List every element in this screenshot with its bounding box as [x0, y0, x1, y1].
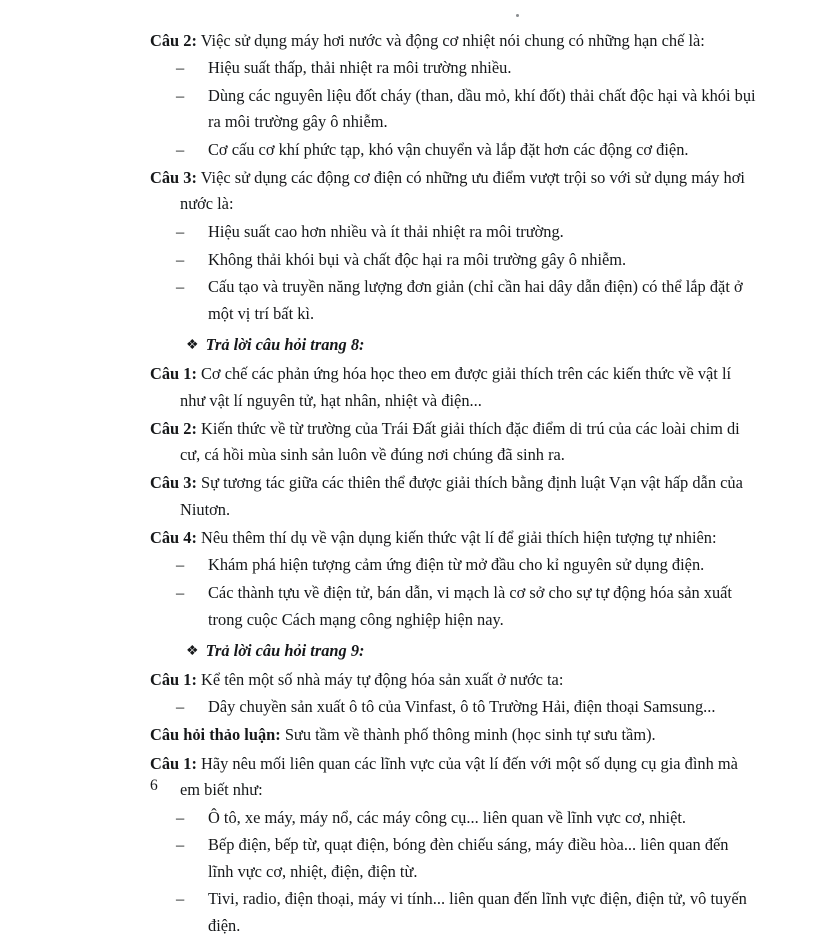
question-text: Kể tên một số nhà máy tự động hóa sản xuất ở nước ta: — [196, 669, 564, 689]
bullet-item — [150, 219, 757, 246]
bullet-text: Cơ cấu cơ khí phức tạp, khó vận chuyển và lắp đặt hơn các động cơ điện. — [208, 139, 689, 159]
question-paragraph — [150, 165, 757, 218]
dash-icon: – — [176, 555, 185, 575]
question-paragraph — [150, 722, 757, 749]
bullet-text: Khám phá hiện tượng cảm ứng điện từ mở đầu cho kỉ nguyên sử dụng điện. — [208, 555, 705, 575]
dash-icon: – — [176, 222, 185, 242]
question-label: Câu 1: — [150, 363, 197, 383]
question-label: Câu 4: — [150, 527, 197, 547]
bullet-text: Dùng các nguyên liệu đốt cháy (than, dầu mỏ, khí đốt) thải chất độc hại và khói bụi ra môi trường gây ô nhiễm. — [208, 85, 756, 132]
question-label: Câu hỏi thảo luận: — [150, 725, 281, 745]
question-paragraph — [150, 470, 757, 523]
question-text: Cơ chế các phản ứng hóa học theo em được giải thích trên các kiến thức về vật lí như vật lí nguyên tử, hạt nhân, nhiệt và điện... — [180, 363, 732, 410]
bullet-text: Dây chuyền sản xuất ô tô của Vinfast, ô tô Trường Hải, điện thoại Samsung... — [208, 697, 716, 717]
question-paragraph — [150, 416, 757, 469]
dash-icon: – — [176, 889, 185, 909]
bullet-text: Hiệu suất cao hơn nhiều và ít thải nhiệt ra môi trường. — [208, 222, 564, 242]
bullet-item — [150, 552, 757, 579]
bullet-item — [150, 274, 757, 327]
dash-icon: – — [176, 835, 185, 855]
bullet-text: Ô tô, xe máy, máy nổ, các máy công cụ... liên quan về lĩnh vực cơ, nhiệt. — [208, 807, 687, 827]
page-content — [150, 28, 757, 940]
bullet-item — [150, 580, 757, 633]
bullet-text: Không thải khói bụi và chất độc hại ra môi trường gây ô nhiễm. — [208, 249, 627, 269]
question-label: Câu 2: — [150, 30, 197, 50]
bullet-item — [150, 83, 757, 136]
question-text: Sự tương tác giữa các thiên thể được giải thích bằng định luật Vạn vật hấp dẫn của Niutơn. — [180, 473, 743, 519]
diamond-bullet-icon: ❖ — [186, 338, 199, 354]
bullet-text: Cấu tạo và truyền năng lượng đơn giản (chỉ cần hai dây dẫn điện) có thể lắp đặt ở một vị trí bất kì. — [208, 277, 743, 323]
question-label: Câu 1: — [150, 753, 197, 773]
bullet-item — [150, 55, 757, 82]
question-label: Câu 3: — [150, 167, 197, 187]
dash-icon: – — [176, 697, 185, 717]
dash-icon: – — [176, 58, 185, 78]
question-paragraph — [150, 751, 757, 804]
bullet-text: Tivi, radio, điện thoại, máy vi tính... liên quan đến lĩnh vực điện, điện tử, vô tuyến điện. — [208, 889, 747, 935]
section-heading — [150, 638, 757, 665]
diamond-bullet-icon: ❖ — [186, 644, 199, 660]
bullet-text: Bếp điện, bếp từ, quạt điện, bóng đèn chiếu sáng, máy điều hòa... liên quan đến lĩnh vực cơ, nhiệt, điện, điện từ. — [208, 835, 729, 881]
dash-icon: – — [176, 583, 185, 603]
dash-icon: – — [176, 277, 185, 297]
dash-icon: – — [176, 807, 185, 827]
question-text: Nêu thêm thí dụ về vận dụng kiến thức vật lí để giải thích hiện tượng tự nhiên: — [196, 527, 717, 547]
bullet-text: Hiệu suất thấp, thải nhiệt ra môi trường nhiều. — [208, 58, 512, 78]
bullet-item — [150, 886, 757, 939]
question-text: Sưu tầm về thành phố thông minh (học sinh tự sưu tầm). — [280, 725, 656, 745]
bullet-item — [150, 137, 757, 164]
section-heading — [150, 332, 757, 359]
question-paragraph — [150, 667, 757, 694]
registration-dot — [516, 14, 519, 17]
question-text: Việc sử dụng máy hơi nước và động cơ nhiệt nói chung có những hạn chế là: — [196, 30, 705, 50]
question-label: Câu 3: — [150, 473, 197, 493]
bullet-item — [150, 694, 757, 721]
dash-icon: – — [176, 85, 185, 105]
question-text: Việc sử dụng các động cơ điện có những ưu điểm vượt trội so với sử dụng máy hơi nước là: — [180, 167, 745, 214]
bullet-item — [150, 805, 757, 832]
dash-icon: – — [176, 249, 185, 269]
question-label: Câu 1: — [150, 669, 197, 689]
question-text: Kiến thức về từ trường của Trái Đất giải thích đặc điểm di trú của các loài chim di cư, cá hồi mùa sinh sản luôn về đúng nơi chúng đã sinh ra. — [180, 418, 740, 465]
question-text: Hãy nêu mối liên quan các lĩnh vực của vật lí đến với một số dụng cụ gia đình mà em biết như: — [180, 753, 738, 800]
question-paragraph — [150, 525, 757, 552]
bullet-item — [150, 832, 757, 885]
dash-icon: – — [176, 139, 185, 159]
page-number: 6 — [150, 777, 158, 794]
section-heading-text: Trả lời câu hỏi trang 9: — [205, 641, 365, 661]
bullet-item — [150, 247, 757, 274]
question-paragraph — [150, 361, 757, 414]
question-paragraph — [150, 28, 757, 55]
bullet-text: Các thành tựu về điện tử, bán dẫn, vi mạch là cơ sở cho sự tự động hóa sản xuất trong cuộc Cách mạng công nghiệp hiện nay. — [208, 583, 732, 629]
question-label: Câu 2: — [150, 418, 197, 438]
section-heading-text: Trả lời câu hỏi trang 8: — [205, 335, 365, 355]
